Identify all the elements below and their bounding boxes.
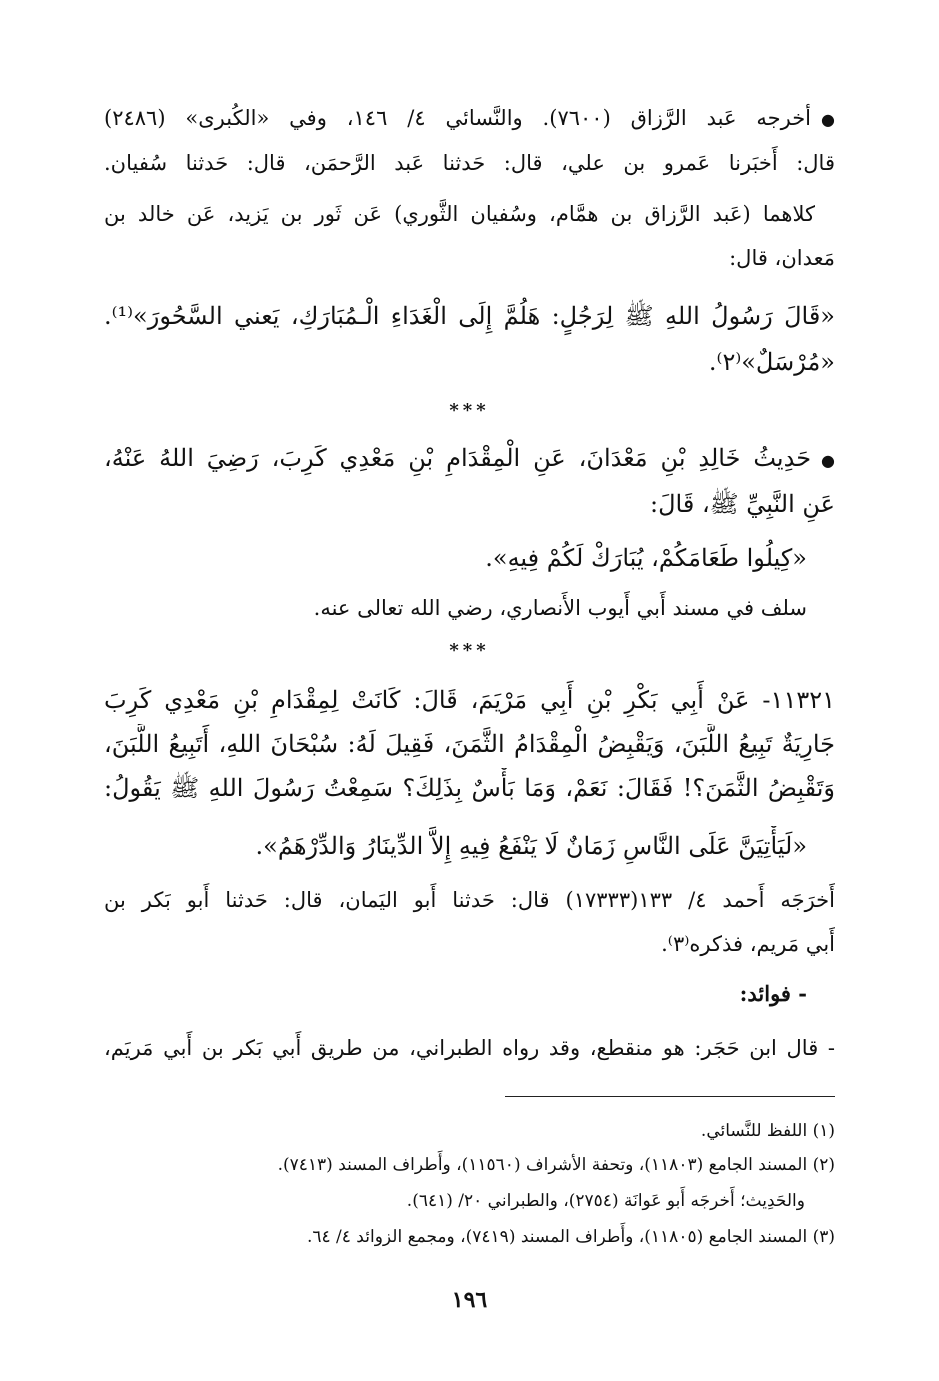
benefits-heading: - فوائد: — [739, 981, 807, 1006]
hadith-title-line-1 — [104, 438, 835, 482]
text-line-2: قال: أَخبَرنا عَمرو بن علي، قال: حَدثنا عَبد الرَّحمَن، قال: حَدثنا سُفيان. — [104, 151, 835, 175]
text-line-7: أَبي مَريم، فذكره⁽٣⁾. — [661, 932, 835, 956]
text-line-4: مَعدان، قال: — [729, 246, 835, 270]
page-number: ١٩٦ — [451, 1287, 488, 1313]
text-line-1 — [104, 100, 835, 140]
footnote-2-continued: والحَدِيث؛ أَخرجَه أَبو عَوانَة (٢٧٥٤)، والطبراني ٢٠/ (٦٤١). — [406, 1191, 805, 1211]
text-line-8: - قال ابن حَجَر: هو منقطع، وقد رواه الطبراني، من طريق أَبي بَكر بن أَبي مَريَم، — [104, 1036, 835, 1060]
text-line-6: أَخرَجَه أَحمد ٤/ ١٣٣(١٧٣٣٣) قال: حَدثنا أَبو اليَمان، قال: حَدثنا أَبو بَكر بن — [104, 888, 835, 912]
bullet-icon — [821, 441, 835, 481]
text-line-5: سلف في مسند أَبي أَيوب الأَنصاري، رضي الله تعالى عنه. — [313, 596, 807, 620]
hadith-text-line-2: «كِيلُوا طَعَامَكُمْ، يُبَارَكْ لَكُمْ فِيهِ». — [485, 544, 807, 572]
footnote-2: (٢) المسند الجامع (١١٨٠٣)، وتحفة الأشراف (١١٥٦٠)، وأَطراف المسند (٧٤١٣). — [277, 1155, 835, 1175]
footnote-divider — [505, 1096, 835, 1097]
hadith-numbered-line-3: وَتَقْبِضُ الثَّمَنَ؟! فَقَالَ: نَعَمْ، وَمَا بَأْسٌ بِذَلِكَ؟ سَمِعْتُ رَسُولَ اللهِ ﷺ يَقُولُ: — [104, 774, 835, 802]
footnote-3: (٣) المسند الجامع (١١٨٠٥)، وأَطراف المسند (٧٤١٩)، ومجمع الزوائد ٤/ ٦٤. — [306, 1227, 835, 1247]
footnote-1: (١) اللفظ للنَّسائي. — [700, 1121, 835, 1141]
hadith-numbered-line-4: «لَيَأْتِيَنَّ عَلَى النَّاسِ زَمَانٌ لَا يَنْفَعُ فِيهِ إِلاَّ الدِّينَارُ وَالدِّرْهَمُ». — [255, 832, 807, 860]
hadith-text-line-1: «قَالَ رَسُولُ اللهِ ﷺ لِرَجُلٍ: هَلُمَّ إِلَى الْغَدَاءِ الْـمُبَارَكِ، يَعني السَّحُورَ»⁽¹⁾. — [104, 302, 835, 330]
hadith-grade: «مُرْسَلٌ»⁽٢⁾. — [708, 348, 835, 376]
hadith-numbered-line-2: جَارِيَةٌ تَبِيعُ اللَّبَنَ، وَيَقْبِضُ الْمِقْدَامُ الثَّمَنَ، فَقِيلَ لَهُ: سُبْحَانَ اللهِ، أَتَبِيعُ اللَّبَنَ، — [104, 730, 835, 758]
section-separator-1: *** — [449, 400, 490, 421]
hadith-numbered-line-1: ١١٣٢١- عَنْ أَبِي بَكْرِ بْنِ أَبِي مَرْيَمَ، قَالَ: كَانَتْ لِمِقْدَامِ بْنِ مَعْدِي كَرِبَ — [104, 686, 835, 714]
text-line-1-content: أخرجه عَبد الرَّزاق (٧٦٠٠). والنَّسائي ٤/ ١٤٦، وفي «الكُبرى» (٢٤٨٦) — [104, 106, 812, 130]
section-separator-2: *** — [449, 640, 490, 661]
hadith-title-line-2: عَنِ النَّبِيِّ ﷺ، قَالَ: — [650, 490, 835, 518]
text-line-3: كلاهما (عَبد الرَّزاق بن همَّام، وسُفيان الثَّوري) عَن ثَور بن يَزيد، عَن خالد بن — [104, 202, 815, 226]
bullet-icon — [821, 102, 835, 138]
hadith-title-line-1-content: حَدِيثُ خَالِدِ بْنِ مَعْدَانَ، عَنِ الْمِقْدَامِ بْنِ مَعْدِي كَرِبَ، رَضِيَ اللهُ عَنْهُ، — [104, 444, 812, 472]
